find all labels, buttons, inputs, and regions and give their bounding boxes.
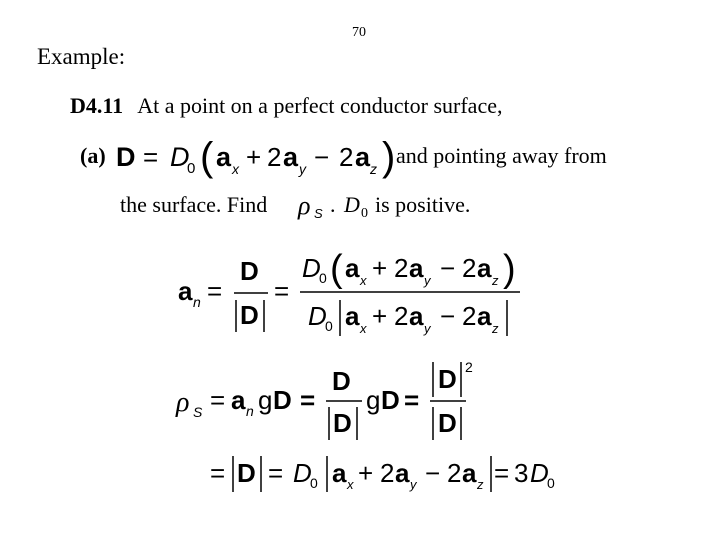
res-final-D0-sub: 0 xyxy=(547,475,555,491)
num-close-paren: ) xyxy=(503,248,516,290)
res-equals-1: = xyxy=(210,458,226,488)
rhoS-frac-bottom: D xyxy=(333,408,352,438)
den-plus: + xyxy=(372,301,388,331)
den-2a: 2 xyxy=(394,301,409,331)
rhoS-D2: D xyxy=(381,385,400,415)
an-equals: = xyxy=(207,276,223,306)
res-3: 3 xyxy=(514,458,529,488)
res-2b: 2 xyxy=(447,458,462,488)
rhoS-sub: S xyxy=(193,404,203,420)
num-ax: a xyxy=(345,253,360,283)
rhoS-den-D: D xyxy=(438,408,457,438)
num-D0-sub: 0 xyxy=(319,270,327,286)
continuation-prefix: the surface. Find xyxy=(120,192,268,217)
res-equals-3: = xyxy=(494,458,510,488)
given-equation xyxy=(116,135,395,179)
given-term-2-sign: + xyxy=(246,142,262,172)
num-minus: − xyxy=(440,253,456,283)
given-condition: and pointing away from xyxy=(396,143,607,168)
continuation-dot: . xyxy=(330,192,336,217)
given-term-3-sign: − xyxy=(314,142,330,172)
given-term-2-vector: a xyxy=(283,142,299,172)
res-D0-sub: 0 xyxy=(310,475,318,491)
rhoS-D1: D xyxy=(273,385,292,415)
rhoS-frac-top: D xyxy=(332,366,351,396)
rhoS-an-sub: n xyxy=(246,403,254,419)
rhoS-num-D: D xyxy=(438,364,457,394)
given-equals: = xyxy=(143,142,159,172)
rhoS-num-exp: 2 xyxy=(465,359,473,375)
rhoS-symbol: ρ xyxy=(176,387,190,418)
rho-subscript: S xyxy=(314,206,323,221)
num-plus: + xyxy=(372,253,388,283)
rhoS-g2: g xyxy=(366,385,381,415)
given-lhs: D xyxy=(116,142,136,172)
rhoS-an: a xyxy=(231,385,246,415)
an-equals-2: = xyxy=(274,276,290,306)
num-2a: 2 xyxy=(394,253,409,283)
page-number: 70 xyxy=(352,25,366,40)
den-az-sub: z xyxy=(492,321,499,336)
given-term-1-vector: a xyxy=(216,142,232,172)
an-frac-top: D xyxy=(240,256,259,286)
res-equals-2: = xyxy=(268,458,284,488)
res-plus: + xyxy=(358,458,374,488)
given-term-3-coef: 2 xyxy=(339,142,354,172)
res-ay-sub: y xyxy=(410,477,417,492)
num-D0: D xyxy=(302,253,321,283)
rhoS-equals: = xyxy=(210,385,226,415)
result-equation xyxy=(210,456,555,492)
given-coeff-sub: 0 xyxy=(187,160,196,177)
den-2b: 2 xyxy=(462,301,477,331)
rhoS-equals-3: = xyxy=(404,385,420,415)
res-D: D xyxy=(237,458,256,488)
continuation-D0-sub: 0 xyxy=(361,206,368,221)
num-ay-sub: y xyxy=(424,273,431,288)
res-ax-sub: x xyxy=(347,477,354,492)
problem-statement: At a point on a perfect conductor surface, xyxy=(137,93,503,118)
num-ay: a xyxy=(409,253,424,283)
given-coeff: D xyxy=(170,142,190,172)
num-2b: 2 xyxy=(462,253,477,283)
den-ax-sub: x xyxy=(360,321,367,336)
an-vector: a xyxy=(178,276,193,306)
res-ax: a xyxy=(332,458,347,488)
given-term-3-sub: z xyxy=(370,161,377,177)
rhoS-equals-2: = xyxy=(300,385,316,415)
an-sub: n xyxy=(193,294,201,310)
continuation-suffix: is positive. xyxy=(375,192,471,217)
part-label: (a) xyxy=(80,143,106,168)
den-D0: D xyxy=(308,301,327,331)
den-ay-sub: y xyxy=(424,321,431,336)
res-D0: D xyxy=(293,458,312,488)
res-ay: a xyxy=(395,458,410,488)
den-ax: a xyxy=(345,301,360,331)
given-open-paren: ( xyxy=(200,135,214,179)
res-minus: − xyxy=(425,458,441,488)
example-heading: Example: xyxy=(37,44,126,69)
given-term-1-sub: x xyxy=(232,161,239,177)
res-2a: 2 xyxy=(380,458,395,488)
num-az: a xyxy=(477,253,492,283)
given-term-2-coef: 2 xyxy=(267,142,282,172)
rhoS-g1: g xyxy=(258,385,273,415)
problem-id: D4.11 xyxy=(70,93,124,118)
an-frac-bottom: D xyxy=(240,300,259,330)
res-az-sub: z xyxy=(477,477,484,492)
den-az: a xyxy=(477,301,492,331)
rho-symbol: ρ xyxy=(298,191,311,220)
given-term-3-vector: a xyxy=(355,142,371,172)
unit-normal-equation xyxy=(178,248,520,336)
surface-charge-equation xyxy=(175,359,473,440)
res-az: a xyxy=(462,458,477,488)
res-final-D0: D xyxy=(530,458,549,488)
continuation-D0: D xyxy=(344,192,360,217)
num-ax-sub: x xyxy=(360,273,367,288)
den-D0-sub: 0 xyxy=(325,318,333,334)
num-open-paren: ( xyxy=(330,248,343,290)
given-close-paren: ) xyxy=(382,135,396,179)
num-az-sub: z xyxy=(492,273,499,288)
den-ay: a xyxy=(409,301,424,331)
given-term-2-sub: y xyxy=(299,161,306,177)
den-minus: − xyxy=(440,301,456,331)
